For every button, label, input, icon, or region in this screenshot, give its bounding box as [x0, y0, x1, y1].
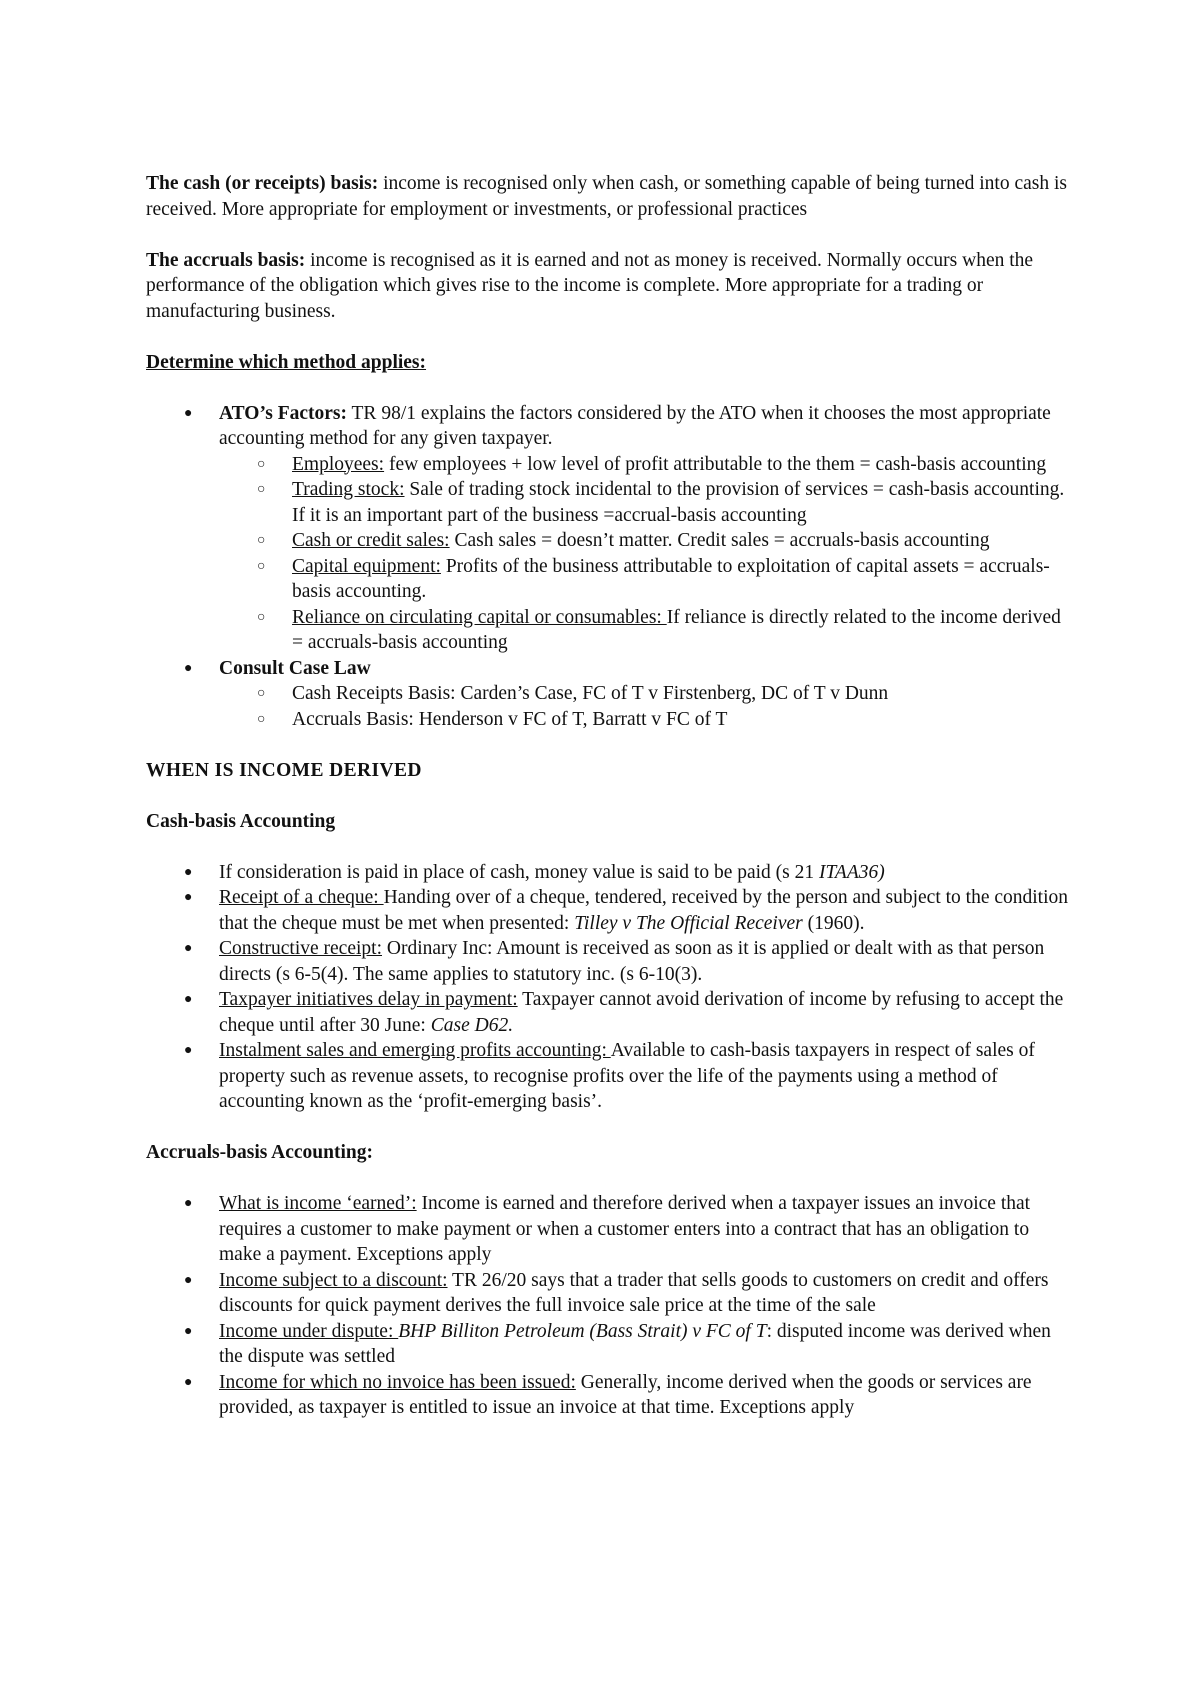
cash-basis-list	[146, 860, 1076, 1115]
item-label: Instalment sales and emerging profits accounting:	[219, 1040, 611, 1061]
list-item	[219, 528, 1076, 554]
factor-text: Cash sales = doesn’t matter. Credit sales = accruals-basis accounting	[449, 530, 990, 551]
list-item	[146, 401, 1076, 656]
item-text: Handing over of a cheque, tendered, received by the person and subject to the condition that the cheque must be met when presented:	[219, 887, 1069, 934]
list-item	[146, 1268, 1076, 1319]
accruals-basis-accounting-heading: Accruals-basis Accounting:	[146, 1142, 373, 1163]
list-item	[146, 860, 1076, 886]
list-item	[146, 885, 1076, 936]
factor-label: Reliance on circulating capital or consumables:	[292, 606, 667, 628]
cash-basis-accounting-heading: Cash-basis Accounting	[146, 810, 336, 832]
factor-text: Sale of trading stock incidental to the provision of services = cash-basis accounting. If it is an important part of the business =accrual-basis accounting	[292, 479, 1065, 526]
list-item	[146, 936, 1076, 987]
list-item	[146, 1370, 1076, 1421]
cash-basis-definition: income is recognised only when cash, or something capable of being turned into cash is received. More appropriate for employment or investments, or professional practices	[146, 173, 1068, 220]
list-item	[146, 987, 1076, 1038]
item-citation: ITAA36)	[819, 861, 885, 883]
list-item	[219, 605, 1076, 656]
accruals-basis-list	[146, 1191, 1076, 1421]
factor-text: Profits of the business attributable to exploitation of capital assets = accruals-basis accounting.	[292, 555, 1050, 602]
item-label: Income under dispute:	[219, 1320, 399, 1342]
accruals-basis-term: The accruals basis:	[146, 249, 306, 271]
factor-label: Trading stock:	[292, 479, 405, 500]
when-income-derived-heading: WHEN IS INCOME DERIVED	[146, 759, 422, 781]
cash-basis-term: The cash (or receipts) basis:	[146, 173, 379, 194]
factor-label: Cash or credit sales:	[292, 530, 450, 551]
item-text: Taxpayer cannot avoid derivation of income by refusing to accept the cheque until after 30 June:	[219, 989, 1064, 1036]
item-text: Generally, income derived when the goods or services are provided, as taxpayer is entitled to issue an invoice at that time. Exceptions apply	[219, 1371, 1032, 1418]
list-item	[219, 452, 1076, 478]
item-label: Constructive receipt:	[219, 938, 382, 959]
list-item: ○ Cash Receipts Basis: Carden’s Case, FC of T v Firstenberg, DC of T v Dunn	[219, 681, 1076, 707]
item-label: Taxpayer initiatives delay in payment:	[219, 989, 518, 1010]
item-citation: Case D62.	[430, 1014, 514, 1036]
accruals-basis-paragraph	[146, 248, 1076, 325]
item-text: TR 26/20 says that a trader that sells goods to customers on credit and offers discounts for quick payment derives the full invoice sale price at the time of the sale	[219, 1269, 1049, 1316]
factor-text: If reliance is directly related to the income derived = accruals-basis accounting	[292, 606, 1061, 653]
item-text-after: : disputed income was derived when the dispute was settled	[219, 1320, 1051, 1367]
factor-text: few employees + low level of profit attributable to the them = cash-basis accounting	[384, 453, 1047, 475]
case-law-label: Consult Case Law	[219, 657, 371, 679]
item-text: Available to cash-basis taxpayers in respect of sales of property such as revenue assets, to recognise profits over the life of the payments using a method of accounting known as the ‘profit-emerging basis’.	[219, 1040, 1035, 1112]
case-law-sublist	[219, 681, 1076, 732]
item-citation: Tilley v The Official Receiver	[574, 912, 803, 934]
list-item	[146, 1191, 1076, 1268]
item-label: What is income ‘earned’:	[219, 1193, 417, 1214]
item-label: Income for which no invoice has been issued:	[219, 1371, 576, 1393]
ato-factors-text: TR 98/1 explains the factors considered by the ATO when it chooses the most appropriate accounting method for any given taxpayer.	[219, 402, 1051, 449]
list-item	[219, 477, 1076, 528]
determine-method-list	[146, 401, 1076, 733]
determine-method-heading: Determine which method applies:	[146, 351, 427, 373]
item-text: Income is earned and therefore derived when a taxpayer issues an invoice that requires a customer to make payment or when a customer enters into a contract that has an obligation to make a payment. Exceptions apply	[219, 1193, 1031, 1265]
list-item	[146, 1038, 1076, 1115]
factor-label: Employees:	[292, 453, 385, 475]
item-label: Receipt of a cheque:	[219, 887, 384, 908]
accruals-basis-definition: income is recognised as it is earned and not as money is received. Normally occurs when the performance of the obligation which gives rise to the income is complete. More appropriate for a trading or manufacturing business.	[146, 249, 1034, 322]
cash-basis-paragraph	[146, 171, 1076, 222]
item-text: If consideration is paid in place of cash, money value is said to be paid (s 21	[219, 861, 820, 883]
item-text: Ordinary Inc: Amount is received as soon as it is applied or dealt with as that person directs (s 6-5(4). The same applies to statutory inc. (s 6-10(3).	[219, 938, 1045, 985]
list-item	[146, 656, 1076, 733]
factor-label: Capital equipment:	[292, 555, 441, 577]
document-page	[146, 171, 1076, 1446]
list-item	[146, 1319, 1076, 1370]
ato-factors-sublist	[219, 452, 1076, 656]
item-label: Income subject to a discount:	[219, 1269, 448, 1291]
item-citation: BHP Billiton Petroleum (Bass Strait) v FC of T	[398, 1320, 767, 1342]
item-text-after: (1960).	[802, 912, 865, 934]
list-item: ○ Accruals Basis: Henderson v FC of T, Barratt v FC of T	[219, 707, 1076, 733]
list-item	[219, 554, 1076, 605]
ato-factors-label: ATO’s Factors:	[219, 402, 347, 424]
